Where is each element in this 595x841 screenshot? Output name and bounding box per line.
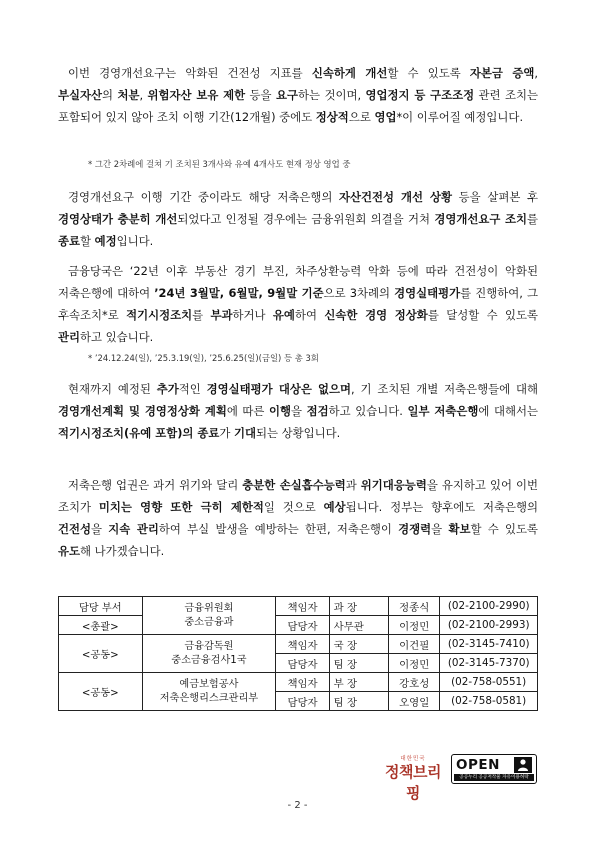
contact-phone: (02-2100-2990) [440, 597, 538, 616]
contact-org-unit: 저축은행리스크관리부 [159, 692, 259, 704]
contact-position: 팀 장 [329, 692, 388, 711]
contact-org-name: 예금보험공사 [179, 678, 239, 690]
paragraph-5: 저축은행 업권은 과거 위기와 달리 충분한 손실흡수능력과 위기대응능력을 유지하고 있어 이번 조치가 미치는 영향 또한 극히 제한적일 것으로 예상됩니다. 정부는 향후에도 저축은행의 건전성을 지속 관리하여 부실 발생을 예방하는 한편, 저축은행이 경쟁력을 확보할 수 있도록 유도해 나가겠습니다. [58, 478, 539, 558]
contact-org-unit: 중소금융과 [184, 616, 234, 628]
paragraph-1: 이번 경영개선요구는 악화된 건전성 지표를 신속하게 개선할 수 있도록 자본금 증액, 부실자산의 처분, 위험자산 보유 제한 등을 요구하는 것이며, 영업정지 등 구조조정 관련 조치는 포함되어 있지 않아 조치 이행 기간(12개월) 중에도 정상적으로 영업*이 이루어질 예정입니다. [58, 66, 539, 124]
policy-briefing-logo-text: 정책브리핑 [385, 763, 441, 802]
contact-row [59, 616, 538, 635]
contact-position: 국 장 [329, 635, 388, 654]
contact-org-unit: 중소금융검사1국 [171, 654, 247, 666]
contact-dept-label: <공동> [59, 673, 143, 711]
contact-dept-label: <공동> [59, 635, 143, 673]
contact-role: 담당자 [276, 616, 329, 635]
contact-org-name: 금융감독원 [184, 640, 234, 652]
contact-row [59, 635, 538, 654]
contact-phone: (02-3145-7410) [440, 635, 538, 654]
contact-role: 책임자 [276, 673, 329, 692]
policy-briefing-logo [382, 754, 444, 802]
contact-phone: (02-3145-7370) [440, 654, 538, 673]
contact-phone: (02-2100-2993) [440, 616, 538, 635]
paragraph-3: 금융당국은 ‘22년 이후 부동산 경기 부진, 차주상환능력 악화 등에 따라 건전성이 악화된 저축은행에 대하여 ’24년 3월말, 6월말, 9월말 기준으로 3차례의 경영실태평가를 진행하여, 그 후속조치*로 적기시정조치를 부과하거나 유예하여 신속한 경영 정상화를 달성할 수 있도록 관리하고 있습니다. [58, 264, 538, 344]
contact-position: 과 장 [329, 597, 388, 616]
contact-position: 부 장 [329, 673, 388, 692]
contact-org-name: 금융위원회 [184, 602, 234, 614]
contact-org [142, 635, 276, 673]
footnote-1: * 그간 2차례에 걸쳐 기 조치된 3개사와 유예 4개사도 현재 정상 영업 중 [88, 159, 351, 169]
contact-org [142, 673, 276, 711]
contact-name: 오영일 [389, 692, 440, 711]
contact-phone: (02-758-0581) [440, 692, 538, 711]
contact-phone: (02-758-0551) [440, 673, 538, 692]
contact-name: 정종식 [389, 597, 440, 616]
open-license-label: OPEN [456, 757, 500, 773]
contact-position: 사무관 [329, 616, 388, 635]
contact-role: 담당자 [276, 692, 329, 711]
paragraph-4: 현재까지 예정된 추가적인 경영실태평가 대상은 없으며, 기 조치된 개별 저축은행들에 대해 경영개선계획 및 경영정상화 계획에 따른 이행을 점검하고 있습니다. 일부 저축은행에 대해서는 적기시정조치(유예 포함)의 종료가 기대되는 상황입니다. [58, 382, 538, 440]
contact-role: 책임자 [276, 597, 329, 616]
contact-name: 이정민 [389, 654, 440, 673]
contact-position: 팀 장 [329, 654, 388, 673]
policy-briefing-logo-caption: 대한민국 [400, 756, 426, 762]
contact-dept-label: <총괄> [59, 616, 143, 635]
page-number: - 2 - [287, 800, 308, 811]
paragraph-2: 경영개선요구 이행 기간 중이라도 해당 저축은행의 자산건전성 개선 상황 등을 살펴본 후 경영상태가 충분히 개선되었다고 인정될 경우에는 금융위원회 의결을 거쳐 경영개선요구 조치를 종료할 예정입니다. [58, 190, 539, 248]
contact-name: 강호성 [389, 673, 440, 692]
contact-table [58, 596, 538, 711]
contact-row [59, 673, 538, 692]
contact-org [142, 597, 276, 635]
contact-role: 책임자 [276, 635, 329, 654]
contact-role: 담당자 [276, 654, 329, 673]
footnote-2: * ’24.12.24(일), ’25.3.19(일), ’25.6.25(일)(금일) 등 총 3회 [88, 353, 319, 363]
attribution-person-icon [514, 757, 532, 773]
contact-name: 이건필 [389, 635, 440, 654]
contact-name: 이정민 [389, 616, 440, 635]
contact-row [59, 597, 538, 616]
contact-dept-header: 담당 부서 [59, 597, 143, 616]
open-license-badge [451, 754, 537, 784]
open-license-subtitle: 공공누리 공공저작물 자유이용허락 [454, 774, 534, 781]
